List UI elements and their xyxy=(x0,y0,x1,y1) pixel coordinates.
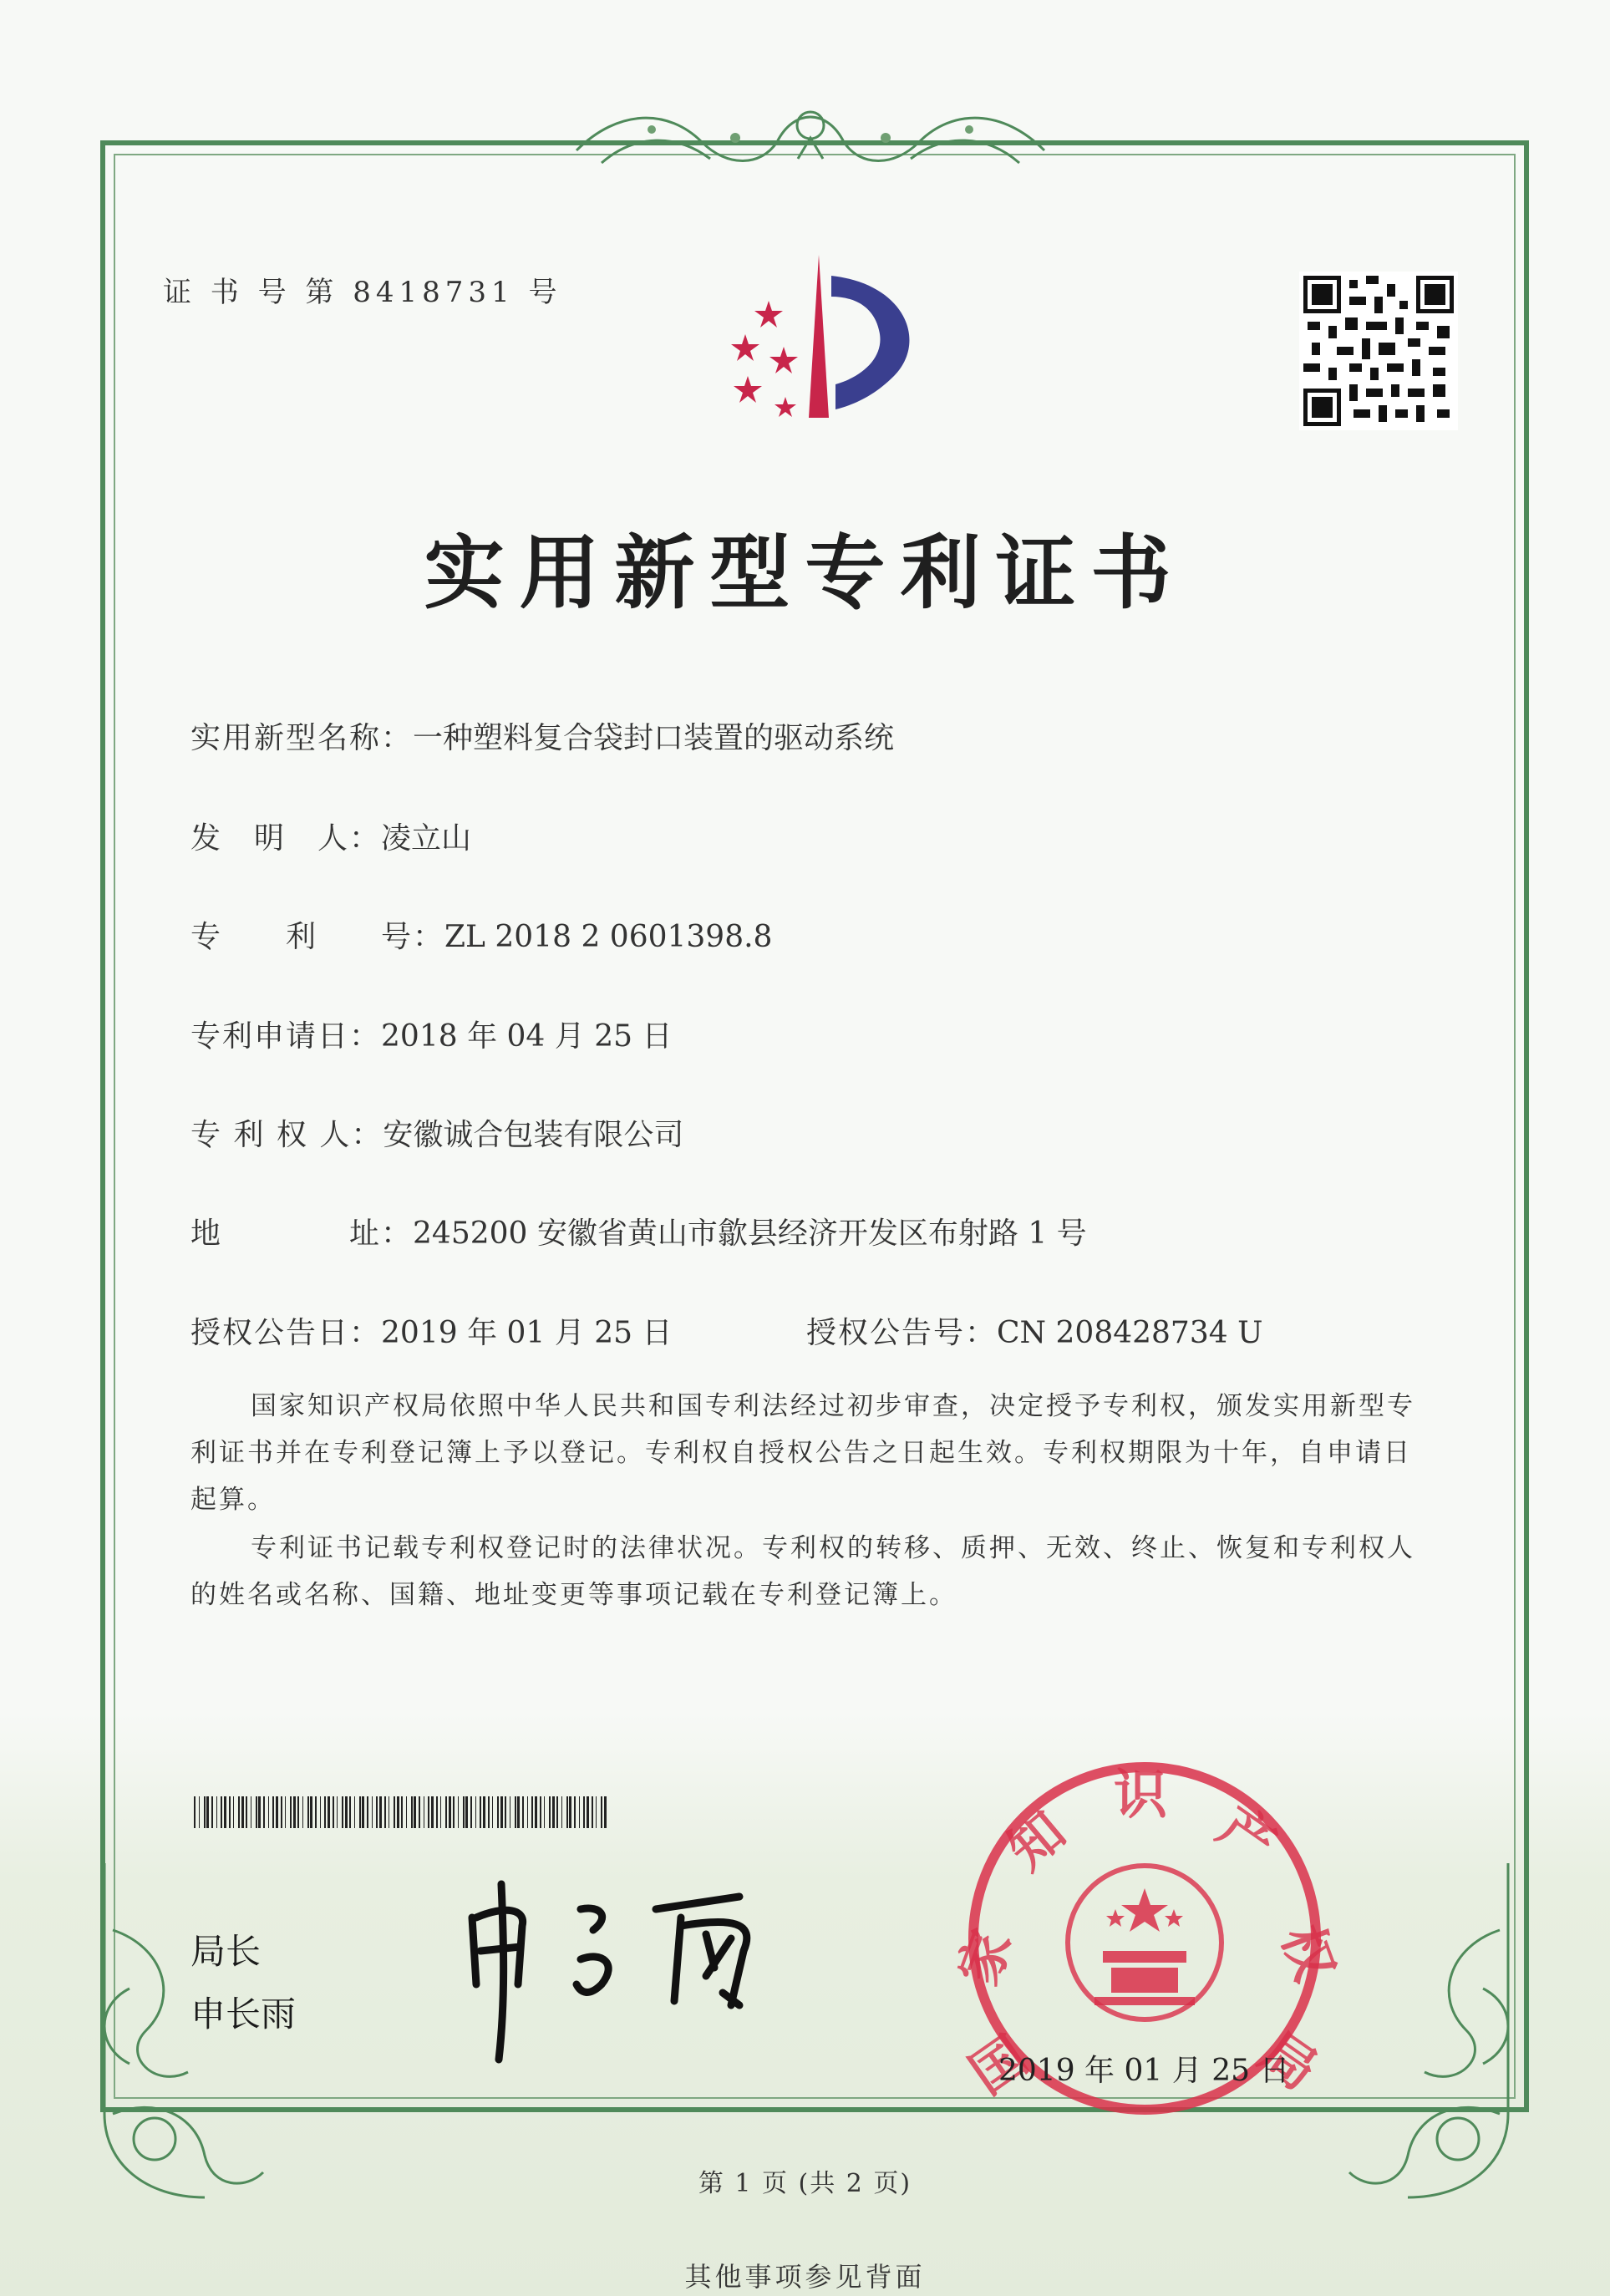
paragraph-legal-status xyxy=(190,1525,1427,1618)
barcode-bar xyxy=(592,1796,593,1828)
field-inventor xyxy=(190,815,471,857)
field-label: 地 址： xyxy=(190,1217,414,1251)
barcode-bar xyxy=(492,1796,493,1828)
barcode-bar xyxy=(362,1796,364,1828)
barcode-bar xyxy=(367,1796,368,1828)
field-label: 发 明 人： xyxy=(190,821,382,856)
barcode-bar xyxy=(544,1796,545,1828)
barcode-bar xyxy=(281,1796,282,1828)
barcode-bar xyxy=(206,1796,209,1828)
barcode-bar xyxy=(549,1796,551,1828)
barcode-bar xyxy=(440,1796,441,1828)
seal-date: 2019 年 01 月 25 日 xyxy=(998,2054,1290,2088)
barcode-bar xyxy=(315,1796,317,1828)
barcode-bar xyxy=(458,1796,459,1828)
certificate-number: 证 书 号 第 8418731 号 xyxy=(163,276,562,309)
field-label: 专 利 权 人： xyxy=(190,1118,383,1152)
director-title: 局长 xyxy=(190,1931,262,1972)
barcode-bar xyxy=(297,1796,299,1828)
barcode-bar xyxy=(293,1796,296,1828)
barcode-bar xyxy=(566,1796,568,1828)
svg-text:产: 产 xyxy=(1206,1796,1287,1877)
barcode-bar xyxy=(401,1796,403,1828)
barcode-bar xyxy=(596,1796,597,1828)
barcode-bar xyxy=(480,1796,481,1828)
barcode-bar xyxy=(428,1796,429,1828)
field-label: 实用新型名称： xyxy=(190,721,414,755)
paragraph-text: 国家知识产权局依照中华人民共和国专利法经过初步审查，决定授予专利权，颁发实用新型专利证书并在专利登记簿上予以登记。专利权自授权公告之日起生效。专利权期限为十年，自申请日起算。 xyxy=(190,1391,1415,1515)
qr-code xyxy=(1299,272,1458,430)
bottom-left-ornament xyxy=(79,1863,272,2214)
svg-text:知: 知 xyxy=(997,1801,1078,1882)
barcode-bar xyxy=(224,1796,226,1828)
barcode-bar xyxy=(372,1796,373,1828)
barcode-bar xyxy=(515,1796,516,1828)
barcode-bar xyxy=(285,1796,286,1828)
barcode-bar xyxy=(556,1796,558,1828)
barcode-bar xyxy=(263,1796,265,1828)
barcode-bar xyxy=(483,1796,485,1828)
field-label: 专利申请日： xyxy=(190,1019,382,1054)
barcode-bar xyxy=(500,1796,503,1828)
barcode-bar xyxy=(552,1796,555,1828)
barcode-bar xyxy=(411,1796,413,1828)
barcode-bar xyxy=(333,1796,334,1828)
barcode-bar xyxy=(199,1796,200,1828)
certificate-title: 实用新型专利证书 xyxy=(424,526,1186,620)
barcode-bar xyxy=(419,1796,420,1828)
barcode-bar xyxy=(470,1796,472,1828)
barcode-bar xyxy=(488,1796,490,1828)
barcode-bar xyxy=(463,1796,465,1828)
field-grant-number xyxy=(806,1309,1262,1352)
barcode-bar xyxy=(601,1796,602,1828)
barcode-bar xyxy=(561,1796,562,1828)
barcode-bar xyxy=(497,1796,499,1828)
barcode-bar xyxy=(535,1796,537,1828)
barcode-bar xyxy=(211,1796,213,1828)
field-patentee xyxy=(190,1111,683,1154)
barcode-bar xyxy=(379,1796,382,1828)
barcode-bar xyxy=(349,1796,351,1828)
barcode-bar xyxy=(414,1796,416,1828)
barcode-bar xyxy=(354,1796,355,1828)
field-value: 245200 安徽省黄山市歙县经济开发区布射路 1 号 xyxy=(413,1217,1087,1251)
barcode-bar xyxy=(204,1796,206,1828)
field-value: 凌立山 xyxy=(381,821,472,856)
field-value: 2019 年 01 月 25 日 xyxy=(381,1316,673,1350)
barcode-bar xyxy=(465,1796,468,1828)
field-address xyxy=(190,1210,1087,1252)
barcode-bar xyxy=(246,1796,247,1828)
barcode-bar xyxy=(431,1796,434,1828)
barcode-bar xyxy=(569,1796,571,1828)
barcode-bar xyxy=(453,1796,455,1828)
barcode-bar xyxy=(229,1796,231,1828)
field-value: 安徽诚合包装有限公司 xyxy=(383,1118,684,1152)
barcode-bar xyxy=(436,1796,438,1828)
barcode-bar xyxy=(238,1796,240,1828)
barcode-bar xyxy=(517,1796,520,1828)
barcode-bar xyxy=(216,1796,217,1828)
field-application-date xyxy=(190,1013,672,1055)
barcode-bar xyxy=(587,1796,589,1828)
barcode-bar xyxy=(272,1796,274,1828)
barcode-bar xyxy=(579,1796,580,1828)
barcode-bar xyxy=(324,1796,326,1828)
barcode-bar xyxy=(394,1796,395,1828)
paragraph-text: 专利证书记载专利权登记时的法律状况。专利权的转移、质押、无效、终止、恢复和专利权人的姓名或名称、国籍、地址变更等事项记载在专利登记簿上。 xyxy=(190,1533,1415,1610)
director-signature xyxy=(455,1859,823,2068)
barcode-bar xyxy=(475,1796,476,1828)
barcode-bar xyxy=(337,1796,338,1828)
barcode-bar xyxy=(328,1796,330,1828)
page-number: 第 1 页 (共 2 页) xyxy=(698,2169,912,2198)
field-label: 授权公告号： xyxy=(806,1316,998,1350)
barcode-bar xyxy=(449,1796,451,1828)
barcode-bar xyxy=(221,1796,222,1828)
field-label: 专 利 号： xyxy=(190,920,445,954)
director-name: 申长雨 xyxy=(190,1994,297,2034)
barcode-bar xyxy=(302,1796,303,1828)
barcode-bar xyxy=(376,1796,378,1828)
barcode-bar xyxy=(307,1796,309,1828)
barcode-bar xyxy=(194,1796,196,1828)
barcode-bar xyxy=(290,1796,292,1828)
barcode-bar xyxy=(342,1796,343,1828)
barcode-bar xyxy=(522,1796,524,1828)
barcode-bar xyxy=(359,1796,361,1828)
barcode-bar xyxy=(258,1796,261,1828)
barcode-bar xyxy=(241,1796,244,1828)
svg-text:识: 识 xyxy=(1114,1765,1167,1826)
patent-office-emblem xyxy=(685,251,952,434)
barcode-bar xyxy=(604,1796,607,1828)
barcode-bar xyxy=(345,1796,348,1828)
barcode-bar xyxy=(320,1796,321,1828)
barcode-bar xyxy=(527,1796,528,1828)
barcode xyxy=(194,1796,607,1828)
paragraph-grant-statement xyxy=(190,1383,1427,1523)
svg-text:权: 权 xyxy=(1269,1918,1346,1989)
barcode-bar xyxy=(445,1796,447,1828)
svg-text:局: 局 xyxy=(1248,2021,1328,2103)
field-utility-model-name xyxy=(190,714,894,757)
barcode-bar xyxy=(406,1796,407,1828)
barcode-bar xyxy=(268,1796,269,1828)
barcode-bar xyxy=(540,1796,541,1828)
barcode-bar xyxy=(505,1796,506,1828)
barcode-bar xyxy=(397,1796,399,1828)
barcode-bar xyxy=(310,1796,312,1828)
field-label: 授权公告日： xyxy=(190,1316,382,1350)
barcode-bar xyxy=(256,1796,257,1828)
bottom-right-ornament xyxy=(1341,1863,1533,2214)
barcode-bar xyxy=(583,1796,585,1828)
top-ornament xyxy=(568,92,1053,184)
barcode-bar xyxy=(384,1796,386,1828)
field-value: 一种塑料复合袋封口装置的驱动系统 xyxy=(413,721,895,755)
footer-note: 其他事项参见背面 xyxy=(684,2261,926,2293)
barcode-bar xyxy=(233,1796,234,1828)
field-grant-date xyxy=(190,1309,672,1352)
field-patent-number xyxy=(190,913,772,956)
field-value: CN 208428734 U xyxy=(997,1316,1263,1350)
barcode-bar xyxy=(574,1796,576,1828)
svg-text:国: 国 xyxy=(959,2025,1039,2107)
barcode-bar xyxy=(276,1796,278,1828)
field-value: 2018 年 04 月 25 日 xyxy=(381,1019,673,1054)
svg-text:家: 家 xyxy=(947,1922,1024,1994)
barcode-bar xyxy=(531,1796,533,1828)
field-value: ZL 2018 2 0601398.8 xyxy=(444,920,773,954)
